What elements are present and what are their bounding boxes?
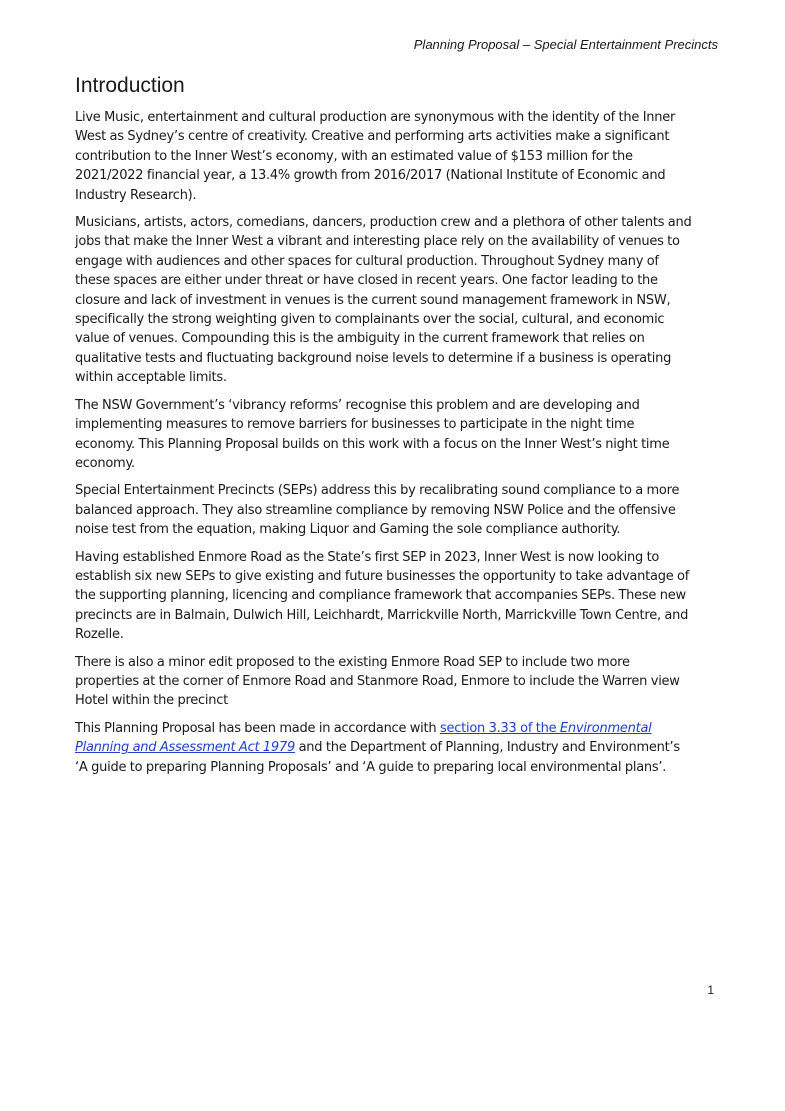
paragraph-vibrancy-reforms: The NSW Government’s ‘vibrancy reforms’ recognise this problem and are developing and implementing measures to remove barriers for businesses to participate in the night time economy. This Planning Proposal builds on this work with a focus on the Inner West’s night time economy. xyxy=(75,397,670,471)
accordance-text-before: This Planning Proposal has been made in accordance with xyxy=(75,720,440,736)
page-content xyxy=(75,72,695,785)
paragraph-seps: Special Entertainment Precincts (SEPs) address this by recalibrating sound compliance to a more balanced approach. They also streamline compliance by removing NSW Police and the offensive noise test from the equation, making Liquor and Gaming the sole compliance authority. xyxy=(75,483,680,538)
running-header: Planning Proposal – Special Entertainment Precincts xyxy=(413,37,718,52)
page-number: 1 xyxy=(707,983,714,997)
section-heading: Introduction xyxy=(75,74,185,97)
paragraph-musicians: Musicians, artists, actors, comedians, dancers, production crew and a plethora of other talents and jobs that make the Inner West a vibrant and interesting place rely on the availability of venues to engage with audiences and other spaces for cultural production. Throughout Sydney many of these spaces are either under threat or have closed in recent years. One factor leading to the closure and lack of investment in venues is the current sound management framework in NSW, specifically the strong weighting given to complainants over the social, cultural, and economic value of venues. Compounding this is the ambiguity in the current framework that relies on qualitative tests and fluctuating background noise levels to determine if a business is operating within acceptable limits. xyxy=(75,215,692,386)
paragraph-live-music: Live Music, entertainment and cultural production are synonymous with the identity of the Inner West as Sydney’s centre of creativity. Creative and performing arts activities make a significant contribution to the Inner West’s economy, with an estimated value of $153 million for the 2021/2022 financial year, a 13.4% growth from 2016/2017 (National Institute of Economic and Industry Research). xyxy=(75,110,676,203)
link-text: section 3.33 of the xyxy=(439,720,560,736)
paragraph-new-seps: Having established Enmore Road as the State’s first SEP in 2023, Inner West is now looking to establish six new SEPs to give existing and future businesses the opportunity to take advantage of the supporting planning, licencing and compliance framework that accompanies SEPs. These new precincts are in Balmain, Dulwich Hill, Leichhardt, Marrickville North, Marrickville Town Centre, and Rozelle. xyxy=(75,549,690,643)
paragraph-enmore-edit: There is also a minor edit proposed to the existing Enmore Road SEP to include two more properties at the corner of Enmore Road and Stanmore Road, Enmore to include the Warren view Hotel within the precinct xyxy=(75,654,680,709)
paragraph-accordance xyxy=(75,719,695,777)
accordance-text-after: and the Department of Planning, Industry and Environment’s ‘A guide to preparing Planning Proposals’ and ‘A guide to preparing local environmental plans’. xyxy=(75,740,680,775)
link-act-title: Environmental Planning and Assessment Act 1979 xyxy=(75,720,652,756)
